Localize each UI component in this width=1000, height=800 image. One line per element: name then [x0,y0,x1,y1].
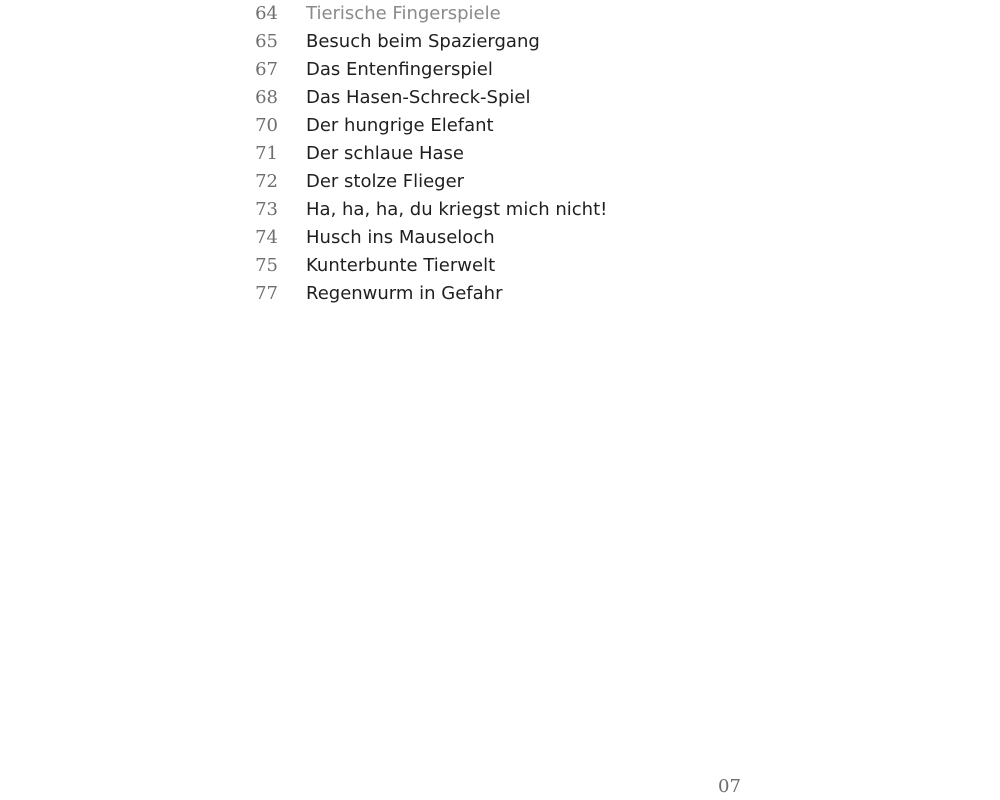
toc-entry [0,28,1000,56]
page-number: 07 [718,776,741,797]
toc-page-number: 70 [255,115,278,136]
toc-page-number: 72 [255,171,278,192]
toc-page-number: 65 [255,31,278,52]
toc-entry [0,56,1000,84]
toc-entry-title: Das Hasen-Schreck-Spiel [306,87,531,108]
toc-section-heading [0,0,1000,28]
toc-section-title: Tierische Fingerspiele [306,3,501,24]
toc-entry-title: Der hungrige Elefant [306,115,494,136]
toc-entry [0,84,1000,112]
toc-entry-title: Ha, ha, ha, du kriegst mich nicht! [306,199,608,220]
toc-entry-title: Husch ins Mauseloch [306,227,495,248]
toc-entry [0,252,1000,280]
toc-entry [0,112,1000,140]
toc-page-number: 68 [255,87,278,108]
toc-page-number: 71 [255,143,278,164]
toc-entry [0,280,1000,308]
toc-entry-title: Kunterbunte Tierwelt [306,255,496,276]
toc-page-number: 73 [255,199,278,220]
table-of-contents [0,0,1000,320]
toc-entry-title: Regenwurm in Gefahr [306,283,503,304]
toc-entry [0,196,1000,224]
toc-entry-title: Besuch beim Spaziergang [306,31,540,52]
toc-page-number: 75 [255,255,278,276]
toc-page-number: 67 [255,59,278,80]
toc-entry-title: Das Entenfingerspiel [306,59,493,80]
toc-page-number: 77 [255,283,278,304]
toc-entry-title: Der stolze Flieger [306,171,465,192]
toc-entry [0,224,1000,252]
toc-entry [0,168,1000,196]
toc-entry [0,140,1000,168]
toc-page-number: 74 [255,227,278,248]
toc-entry-title: Der schlaue Hase [306,143,464,164]
toc-page-number: 64 [255,3,278,24]
